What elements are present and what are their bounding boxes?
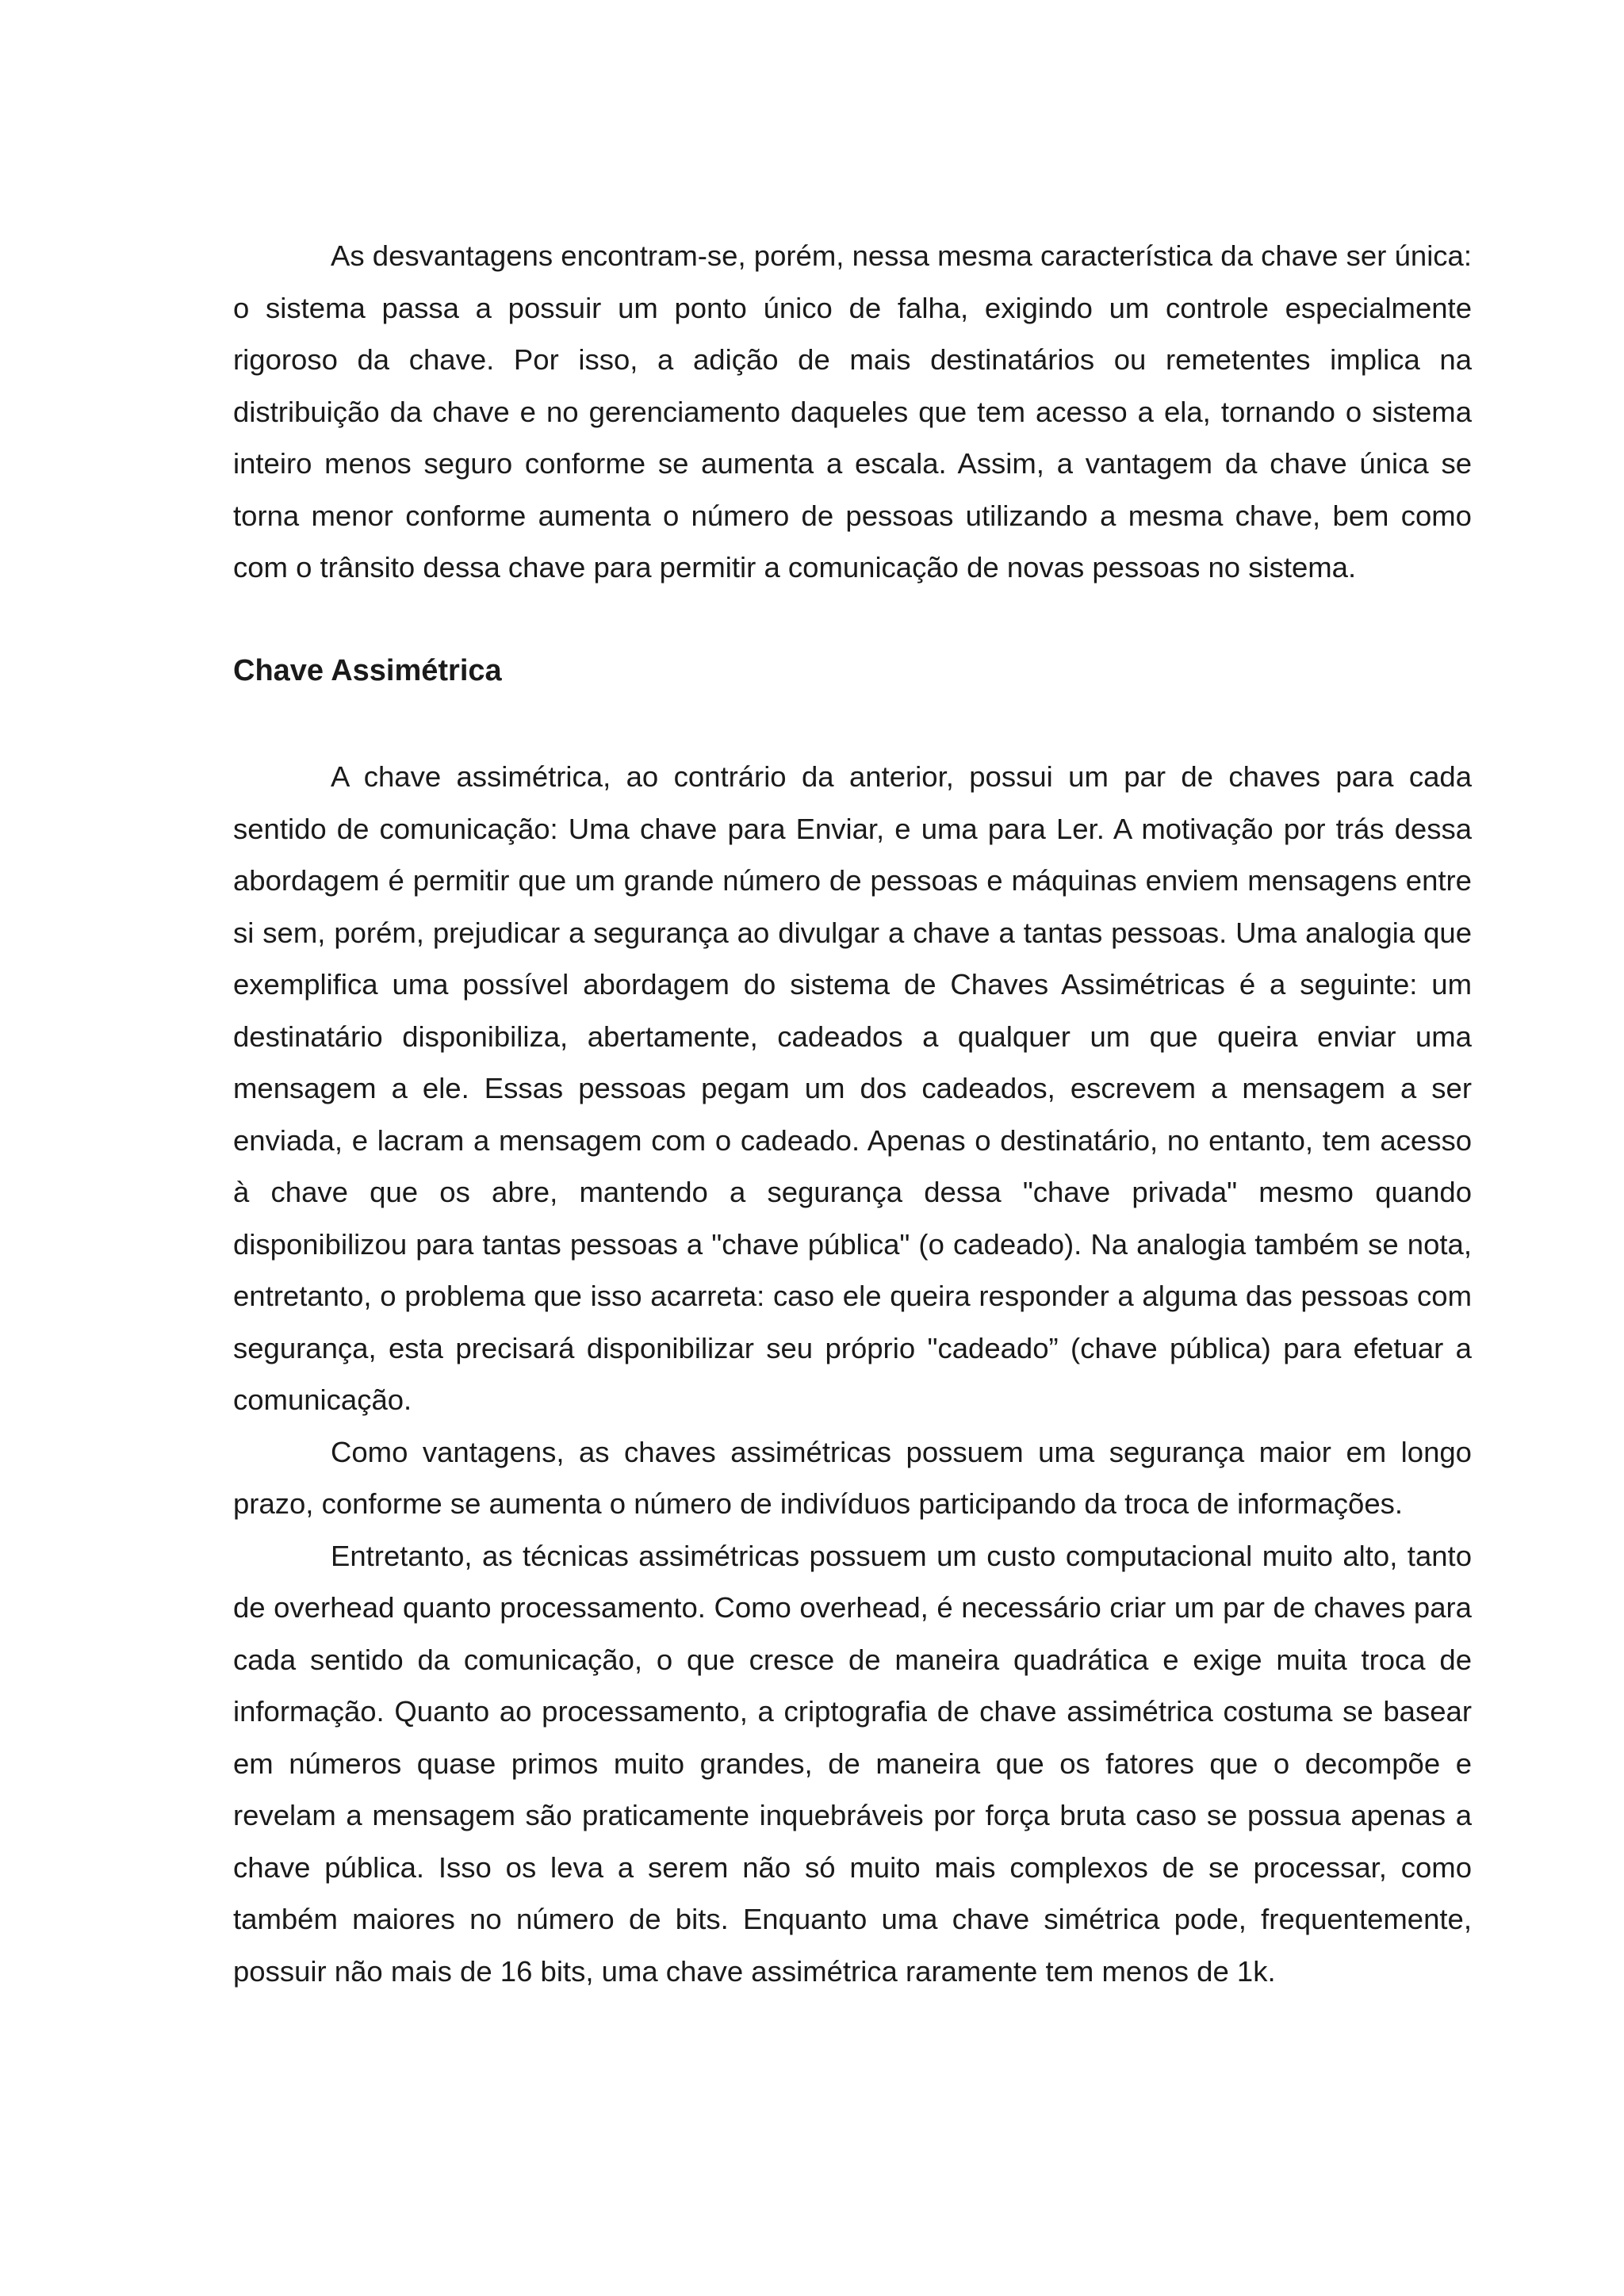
paragraph-asymmetric-advantages: Como vantagens, as chaves assimétricas possuem uma segurança maior em longo prazo, conforme se aumenta o número de indivíduos participando da troca de informações. [233, 1435, 1472, 1520]
section-heading: Chave Assimétrica [233, 653, 502, 687]
spacer [233, 594, 1472, 645]
document-body [233, 230, 1472, 1997]
spacer [233, 697, 1472, 751]
paragraph-asymmetric-costs: Entretanto, as técnicas assimétricas possuem um custo computacional muito alto, tanto de overhead quanto processamento. Como overhead, é necessário criar um par de chaves para cada sentido da comunicação, o que cresce de maneira quadrática e exige muita troca de informação. Quanto ao processamento, a criptografia de chave assimétrica costuma se basear em números quase primos muito grandes, de maneira que os fatores que o decompõe e revelam a mensagem são praticamente inquebráveis por força bruta caso se possua apenas a chave pública. Isso os leva a serem não só muito mais complexos de se processar, como também maiores no número de bits. Enquanto uma chave simétrica pode, frequentemente, possuir não mais de 16 bits, uma chave assimétrica raramente tem menos de 1k. [233, 1539, 1472, 1988]
paragraph-asymmetric-intro: A chave assimétrica, ao contrário da anterior, possui um par de chaves para cada sentido de comunicação: Uma chave para Enviar, e uma para Ler. A motivação por trás dessa abordagem é permitir que um grande número de pessoas e máquinas enviem mensagens entre si sem, porém, prejudicar a segurança ao divulgar a chave a tantas pessoas. Uma analogia que exemplifica uma possível abordagem do sistema de Chaves Assimétricas é a seguinte: um destinatário disponibiliza, abertamente, cadeados a qualquer um que queira enviar uma mensagem a ele. Essas pessoas pegam um dos cadeados, escrevem a mensagem a ser enviada, e lacram a mensagem com o cadeado. Apenas o destinatário, no entanto, tem acesso à chave que os abre, mantendo a segurança dessa "chave privada" mesmo quando disponibilizou para tantas pessoas a "chave pública" (o cadeado). Na analogia também se nota, entretanto, o problema que isso acarreta: caso ele queira responder a alguma das pessoas com segurança, esta precisará disponibilizar seu próprio "cadeado” (chave pública) para efetuar a comunicação. [233, 760, 1472, 1416]
paragraph-disadvantages-symmetric: As desvantagens encontram-se, porém, nessa mesma característica da chave ser única: o sistema passa a possuir um ponto único de falha, exigindo um controle especialmente rigoroso da chave. Por isso, a adição de mais destinatários ou remetentes implica na distribuição da chave e no gerenciamento daqueles que tem acesso a ela, tornando o sistema inteiro menos seguro conforme se aumenta a escala. Assim, a vantagem da chave única se torna menor conforme aumenta o número de pessoas utilizando a mesma chave, bem como com o trânsito dessa chave para permitir a comunicação de novas pessoas no sistema. [233, 239, 1472, 584]
